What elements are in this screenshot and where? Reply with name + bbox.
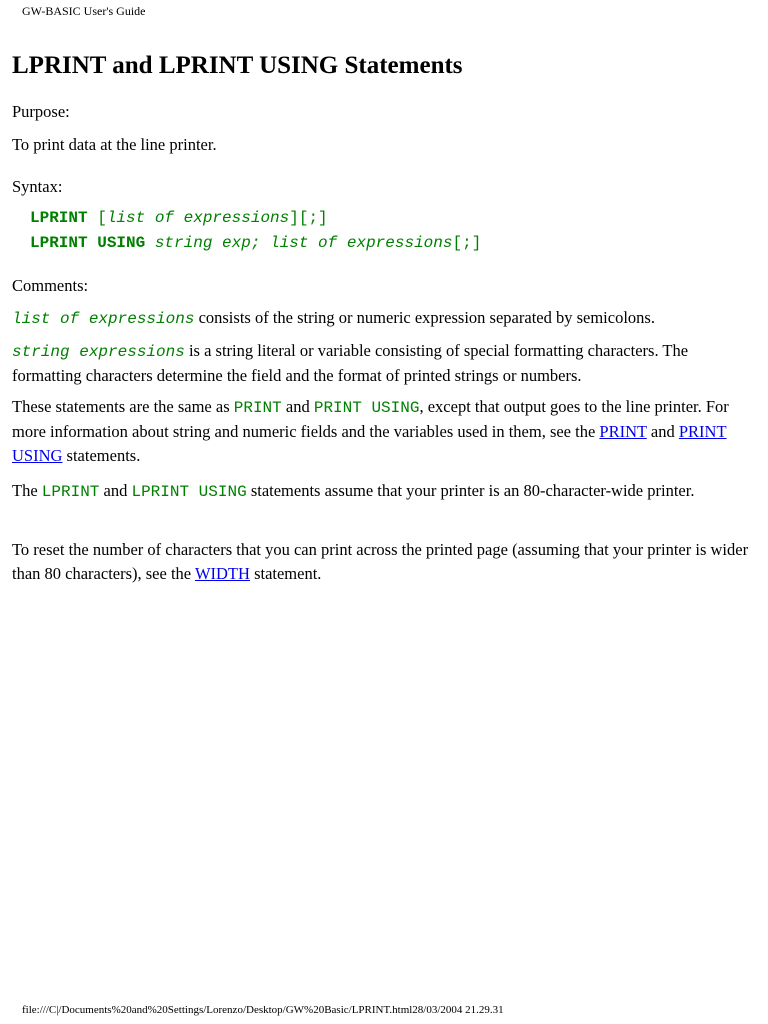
running-header: GW-BASIC User's Guide xyxy=(22,4,146,18)
syntax-heading: Syntax: xyxy=(12,177,63,196)
link-print-using[interactable]: PRINT USING xyxy=(12,422,727,465)
purpose-text: To print data at the line printer. xyxy=(12,135,217,154)
footer-file-path: file:///C|/Documents%20and%20Settings/Lorenzo/Desktop/GW%20Basic/LPRINT.html28/03/2004 21.29.31 xyxy=(22,1004,504,1016)
comment-text: and xyxy=(646,422,679,441)
comment-paragraph-1 xyxy=(12,306,752,331)
link-print[interactable]: PRINT xyxy=(599,422,647,441)
syntax-line-2 xyxy=(30,231,730,255)
term-string-expressions: string expressions xyxy=(12,343,185,361)
comment-text: To reset the number of characters that you can print across the printed page (assuming that your printer is wider than 80 characters), see the xyxy=(12,540,749,583)
term-list-of-expressions: list of expressions xyxy=(12,310,195,328)
comment-paragraph-5 xyxy=(12,538,752,586)
syntax-keyword: LPRINT xyxy=(30,209,88,227)
link-width[interactable]: WIDTH xyxy=(194,564,250,583)
comment-text: statement. xyxy=(249,564,322,583)
code-lprint: LPRINT xyxy=(41,483,100,501)
comment-text: consists of the string or numeric expression separated by semicolons. xyxy=(194,308,655,327)
comment-paragraph-2 xyxy=(12,339,752,388)
comment-text: is a string literal or variable consisting of special formatting characters. The formatting characters determine the field and the format of printed strings or numbers. xyxy=(12,341,689,385)
code-print: PRINT xyxy=(233,399,282,417)
purpose-heading: Purpose: xyxy=(12,102,70,121)
comment-text: These statements are the same as xyxy=(12,397,234,416)
comment-text: and xyxy=(99,481,132,500)
syntax-bracket: [ xyxy=(87,209,107,227)
comments-heading: Comments: xyxy=(12,276,89,295)
syntax-line-1 xyxy=(30,206,730,230)
syntax-bracket: ][;] xyxy=(289,209,328,227)
syntax-bracket: [;] xyxy=(452,234,482,252)
comment-text: , except that output goes to the line printer. For more information about string and numeric fields and the variables used in them, see the xyxy=(12,397,729,441)
comment-text: statements assume that your printer is an 80-character-wide printer. xyxy=(246,481,695,500)
comment-text: The xyxy=(12,481,42,500)
comment-paragraph-3 xyxy=(12,395,752,468)
comment-text: statements. xyxy=(62,446,141,465)
code-print-using: PRINT USING xyxy=(313,399,420,417)
syntax-argument: string exp; list of expressions xyxy=(154,234,453,252)
syntax-space xyxy=(145,234,155,252)
syntax-argument: list of expressions xyxy=(106,209,290,227)
comment-text: and xyxy=(281,397,314,416)
code-lprint-using: LPRINT USING xyxy=(131,483,247,501)
page-title: LPRINT and LPRINT USING Statements xyxy=(12,52,463,79)
syntax-keyword: LPRINT USING xyxy=(30,234,146,252)
comment-paragraph-4 xyxy=(12,479,752,504)
